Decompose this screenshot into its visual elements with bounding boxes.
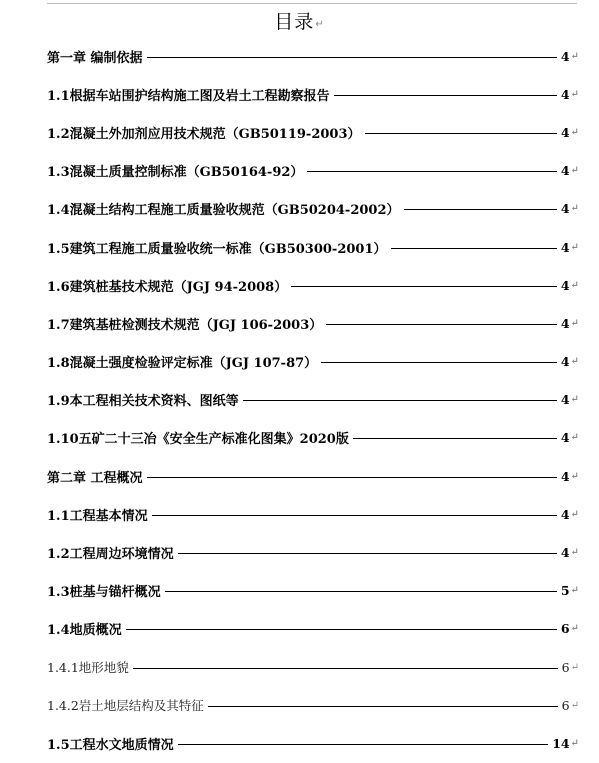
paragraph-mark-icon: ↵ xyxy=(570,661,579,673)
toc-leader-line xyxy=(178,744,549,745)
paragraph-mark-icon: ↵ xyxy=(570,203,579,215)
toc-entry[interactable] xyxy=(47,381,579,419)
toc-page-number: 4 xyxy=(560,277,570,293)
paragraph-mark-icon: ↵ xyxy=(570,356,579,368)
toc-entry[interactable] xyxy=(47,572,579,610)
toc-entry-text: 1.4地质概况 xyxy=(47,623,122,639)
toc-entry[interactable] xyxy=(47,37,579,75)
toc-page-number: 4 xyxy=(560,354,570,370)
toc-leader-line xyxy=(365,133,557,134)
paragraph-mark-icon: ↵ xyxy=(570,241,579,253)
toc-entry[interactable] xyxy=(47,533,579,571)
toc-entry[interactable] xyxy=(47,686,579,724)
toc-page-number: 4 xyxy=(560,86,570,102)
toc-leader-line xyxy=(208,706,558,707)
toc-entry[interactable] xyxy=(47,610,579,648)
toc-entry-text: 1.3桩基与锚杆概况 xyxy=(47,585,161,601)
toc-page-number: 4 xyxy=(560,315,570,331)
toc-page-number: 6 xyxy=(561,697,570,713)
toc-entry-text: 1.8混凝土强度检验评定标准（JGJ 107-87） xyxy=(47,356,318,372)
toc-leader-line xyxy=(126,629,557,630)
toc-leader-line xyxy=(152,515,557,516)
paragraph-mark-icon: ↵ xyxy=(570,699,579,711)
toc-entry-text: 第一章 编制依据 xyxy=(47,50,143,66)
paragraph-mark-icon: ↵ xyxy=(570,50,579,62)
top-rule xyxy=(47,3,577,4)
toc-page-number: 4 xyxy=(560,468,570,484)
toc-leader-line xyxy=(334,95,557,96)
toc-page-number: 4 xyxy=(560,124,570,140)
paragraph-mark-icon: ↵ xyxy=(315,19,325,30)
paragraph-mark-icon: ↵ xyxy=(570,508,579,520)
toc-entry[interactable] xyxy=(47,190,579,228)
paragraph-mark-icon: ↵ xyxy=(570,585,579,597)
toc-entry[interactable] xyxy=(47,495,579,533)
toc-leader-line xyxy=(178,553,557,554)
toc-entry[interactable] xyxy=(47,419,579,457)
paragraph-mark-icon: ↵ xyxy=(570,432,579,444)
toc-entry[interactable] xyxy=(47,648,579,686)
toc-entry-text: 1.1工程基本情况 xyxy=(47,508,148,524)
toc-leader-line xyxy=(321,362,557,363)
toc-entry-text: 1.7建筑基桩检测技术规范（JGJ 106-2003） xyxy=(47,317,323,333)
toc-entry-text: 1.4.2岩土地层结构及其特征 xyxy=(47,698,204,714)
toc-leader-line xyxy=(404,209,557,210)
toc-entry[interactable] xyxy=(47,113,579,151)
toc-entry-text: 1.2混凝土外加剂应用技术规范（GB50119-2003） xyxy=(47,126,361,142)
toc-entry[interactable] xyxy=(47,457,579,495)
toc-leader-line xyxy=(243,400,557,401)
toc-entry[interactable] xyxy=(47,266,579,304)
toc-page-number: 6 xyxy=(560,621,570,637)
paragraph-mark-icon: ↵ xyxy=(570,470,579,482)
toc-leader-line xyxy=(291,286,557,287)
paragraph-mark-icon: ↵ xyxy=(570,394,579,406)
toc-entry-text: 1.6建筑桩基技术规范（JGJ 94-2008） xyxy=(47,279,288,295)
toc-page-number: 4 xyxy=(560,201,570,217)
toc-entry[interactable] xyxy=(47,724,579,762)
paragraph-mark-icon: ↵ xyxy=(570,165,579,177)
paragraph-mark-icon: ↵ xyxy=(570,623,579,635)
paragraph-mark-icon: ↵ xyxy=(570,88,579,100)
toc-leader-line xyxy=(147,57,557,58)
toc-entry-text: 第二章 工程概况 xyxy=(47,470,143,486)
toc-entry-text: 1.10五矿二十三冶《安全生产标准化图集》2020版 xyxy=(47,432,349,448)
toc-leader-line xyxy=(307,171,556,172)
toc-page-number: 4 xyxy=(560,392,570,408)
paragraph-mark-icon: ↵ xyxy=(570,547,579,559)
toc-entry-text: 1.1根据车站围护结构施工图及岩土工程勘察报告 xyxy=(47,88,330,104)
toc-page-number: 4 xyxy=(560,506,570,522)
toc-entry[interactable] xyxy=(47,304,579,342)
toc-leader-line xyxy=(165,591,557,592)
toc-entry-text: 1.4.1地形地貌 xyxy=(47,660,129,676)
toc-page-number: 4 xyxy=(560,545,570,561)
toc-leader-line xyxy=(133,668,558,669)
toc-page-number: 6 xyxy=(561,659,570,675)
toc-page-number: 4 xyxy=(560,430,570,446)
toc-list xyxy=(47,37,579,763)
toc-entry[interactable] xyxy=(47,152,579,190)
paragraph-mark-icon: ↵ xyxy=(570,279,579,291)
toc-page-number: 4 xyxy=(560,163,570,179)
paragraph-mark-icon: ↵ xyxy=(570,126,579,138)
toc-leader-line xyxy=(326,324,557,325)
toc-entry[interactable] xyxy=(47,75,579,113)
toc-title xyxy=(0,7,599,34)
toc-entry-text: 1.5工程水文地质情况 xyxy=(47,737,174,753)
toc-leader-line xyxy=(353,438,557,439)
toc-entry[interactable] xyxy=(47,343,579,381)
toc-page-number: 5 xyxy=(560,583,570,599)
toc-entry-text: 1.4混凝土结构工程施工质量验收规范（GB50204-2002） xyxy=(47,203,400,219)
paragraph-mark-icon: ↵ xyxy=(570,317,579,329)
toc-entry-text: 1.5建筑工程施工质量验收统一标准（GB50300-2001） xyxy=(47,241,387,257)
toc-page-number: 4 xyxy=(560,48,570,64)
toc-leader-line xyxy=(391,248,557,249)
toc-entry-text: 1.9本工程相关技术资料、图纸等 xyxy=(47,394,239,410)
toc-entry-text: 1.2工程周边环境情况 xyxy=(47,547,174,563)
toc-page-number: 4 xyxy=(560,239,570,255)
toc-entry-text: 1.3混凝土质量控制标准（GB50164-92） xyxy=(47,165,304,181)
toc-title-text: 目录 xyxy=(274,11,315,33)
toc-page-number: 14 xyxy=(552,735,570,751)
toc-entry[interactable] xyxy=(47,228,579,266)
paragraph-mark-icon: ↵ xyxy=(570,737,579,749)
toc-leader-line xyxy=(147,477,557,478)
